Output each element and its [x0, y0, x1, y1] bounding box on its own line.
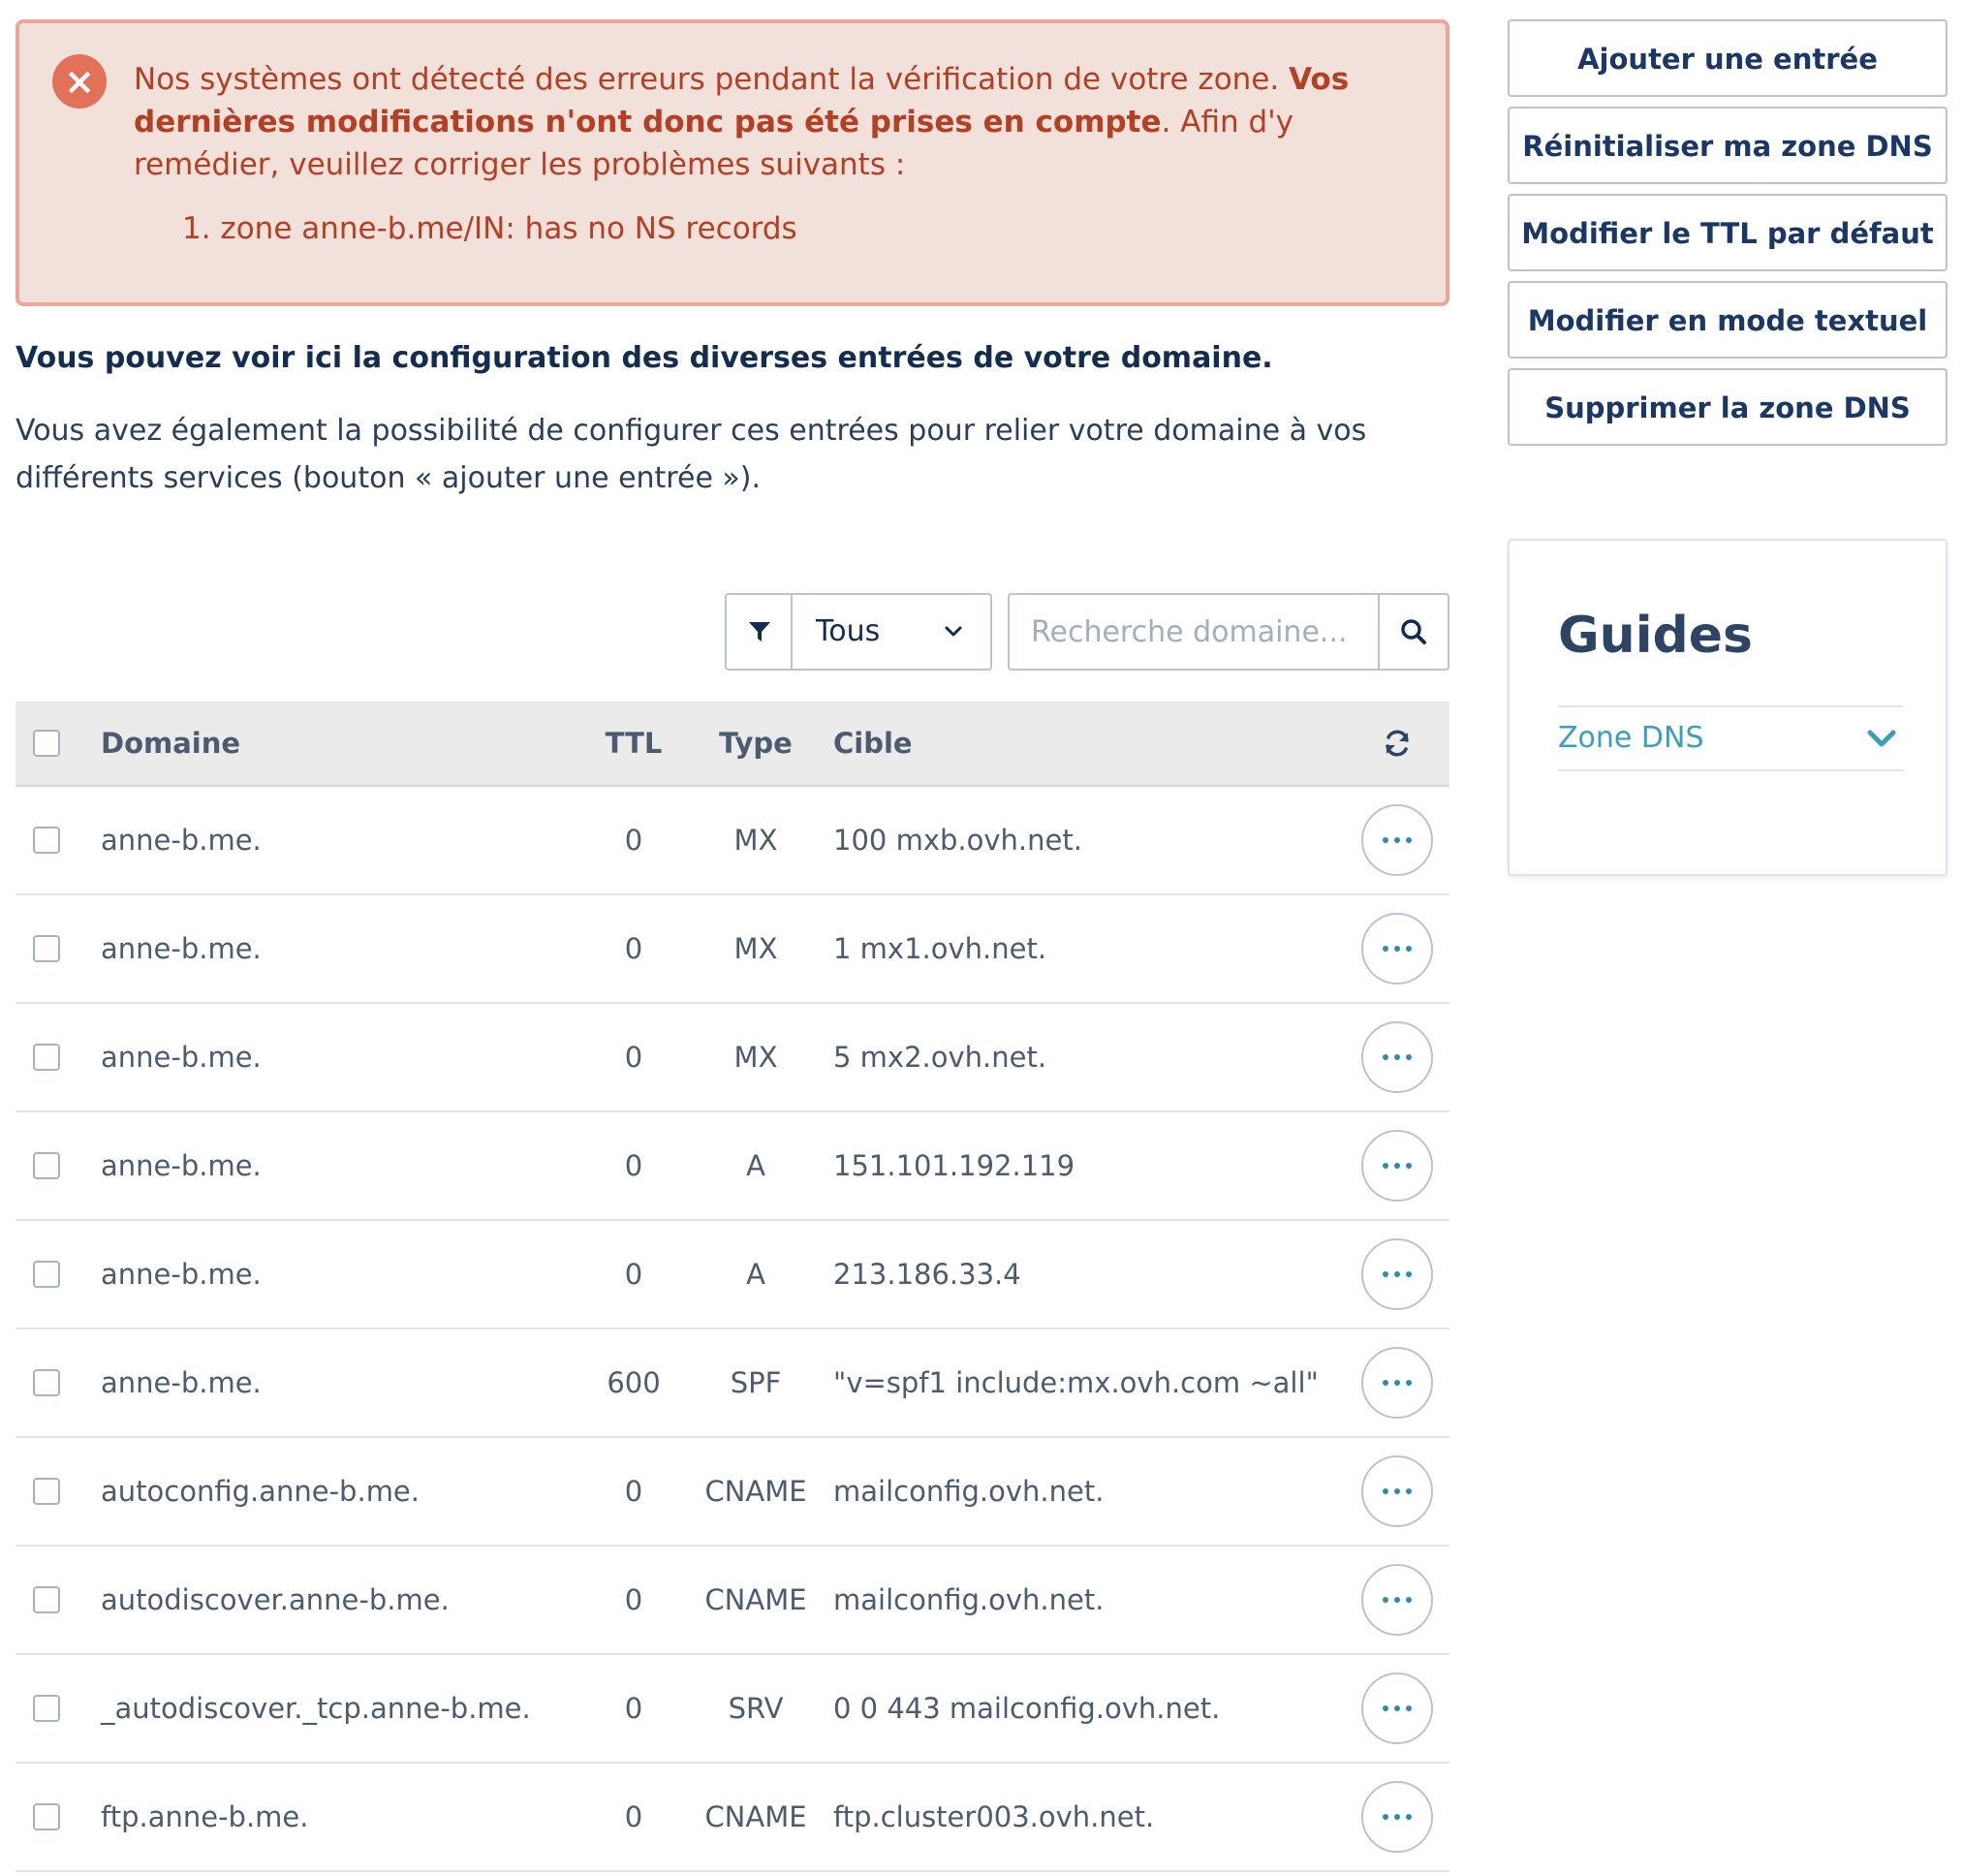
more-horizontal-icon — [1394, 1488, 1400, 1494]
table-row — [16, 895, 1449, 1004]
more-horizontal-icon — [1383, 946, 1388, 952]
table-row — [16, 1547, 1449, 1655]
alert-message — [134, 58, 1407, 186]
cell-ttl: 0 — [624, 1692, 643, 1725]
more-horizontal-icon — [1406, 1814, 1412, 1820]
more-horizontal-icon — [1394, 1271, 1400, 1277]
guides-card — [1508, 539, 1947, 876]
cell-target: 213.186.33.4 — [833, 1258, 1021, 1291]
cell-domain: anne-b.me. — [101, 1366, 262, 1399]
row-checkbox[interactable] — [33, 1261, 60, 1288]
cell-ttl: 0 — [624, 1800, 643, 1833]
more-horizontal-icon — [1406, 1488, 1412, 1494]
search-button[interactable] — [1378, 593, 1449, 671]
more-horizontal-icon — [1383, 1054, 1388, 1060]
cell-target: 100 mxb.ovh.net. — [833, 824, 1082, 857]
cell-target: mailconfig.ovh.net. — [833, 1475, 1105, 1508]
guides-item-zone-dns[interactable] — [1558, 707, 1903, 769]
row-checkbox-cell — [33, 1547, 64, 1653]
row-checkbox-cell — [33, 1004, 64, 1110]
row-actions-button[interactable] — [1361, 1021, 1433, 1093]
cell-type: CNAME — [704, 1475, 807, 1508]
intro-title: Vous pouvez voir ici la configuration des diverses entrées de votre domaine. — [16, 341, 1273, 375]
header-ttl[interactable]: TTL — [605, 727, 663, 760]
cell-domain: anne-b.me. — [101, 824, 262, 857]
refresh-icon — [1382, 728, 1413, 759]
alert-error-item: 1. zone anne-b.me/IN: has no NS records — [182, 211, 797, 246]
more-horizontal-icon — [1394, 1597, 1400, 1603]
row-actions-button[interactable] — [1361, 1564, 1433, 1636]
select-all-checkbox[interactable] — [33, 730, 60, 757]
more-horizontal-icon — [1406, 837, 1412, 843]
more-horizontal-icon — [1394, 1705, 1400, 1711]
row-actions-button[interactable] — [1361, 913, 1433, 985]
cell-type: CNAME — [704, 1800, 807, 1833]
table-header — [16, 702, 1449, 787]
cell-target: 151.101.192.119 — [833, 1149, 1075, 1182]
table-body — [16, 787, 1449, 1872]
row-actions-cell — [1358, 895, 1436, 1002]
row-actions-cell — [1358, 787, 1436, 893]
table-row — [16, 1655, 1449, 1764]
row-checkbox[interactable] — [33, 1695, 60, 1722]
more-horizontal-icon — [1383, 1163, 1388, 1169]
cell-domain: anne-b.me. — [101, 1041, 262, 1074]
more-horizontal-icon — [1383, 1705, 1388, 1711]
row-checkbox[interactable] — [33, 935, 60, 962]
row-actions-cell — [1358, 1438, 1436, 1545]
intro-text: Vous avez également la possibilité de configurer ces entrées pour relier votre domaine à vos différents services (bouton « ajouter une entrée »). — [16, 414, 1367, 495]
row-actions-button[interactable] — [1361, 1130, 1433, 1202]
more-horizontal-icon — [1394, 1054, 1400, 1060]
row-checkbox[interactable] — [33, 827, 60, 854]
filter-selected-value: Tous — [816, 614, 881, 648]
table-row — [16, 787, 1449, 895]
cell-type: MX — [733, 824, 778, 857]
cell-type: SRV — [728, 1692, 784, 1725]
table-row — [16, 1329, 1449, 1438]
row-checkbox-cell — [33, 1221, 64, 1328]
cell-domain: anne-b.me. — [101, 1149, 262, 1182]
guides-title: Guides — [1558, 607, 1753, 665]
chevron-down-icon — [1864, 707, 1899, 769]
row-actions-cell — [1358, 1329, 1436, 1436]
row-checkbox-cell — [33, 787, 64, 893]
reset-dns-zone-button[interactable]: Réinitialiser ma zone DNS — [1508, 107, 1947, 184]
cell-type: A — [746, 1149, 765, 1182]
row-actions-cell — [1358, 1764, 1436, 1870]
cell-type: MX — [733, 932, 778, 965]
table-row — [16, 1764, 1449, 1872]
row-checkbox[interactable] — [33, 1586, 60, 1613]
header-domain[interactable]: Domaine — [101, 727, 241, 760]
type-filter-select[interactable] — [791, 593, 992, 671]
more-horizontal-icon — [1406, 946, 1412, 952]
cell-ttl: 600 — [607, 1366, 661, 1399]
table-row — [16, 1112, 1449, 1221]
cell-domain: autodiscover.anne-b.me. — [101, 1583, 450, 1616]
filter-button[interactable] — [725, 593, 793, 671]
refresh-button[interactable] — [1358, 702, 1436, 785]
cell-ttl: 0 — [624, 824, 643, 857]
cell-type: CNAME — [704, 1583, 807, 1616]
row-checkbox[interactable] — [33, 1369, 60, 1396]
more-horizontal-icon — [1383, 1597, 1388, 1603]
cell-ttl: 0 — [624, 1149, 643, 1182]
cell-ttl: 0 — [624, 1258, 643, 1291]
row-actions-cell — [1358, 1004, 1436, 1110]
more-horizontal-icon — [1406, 1271, 1412, 1277]
error-x-circle-icon: × — [52, 54, 107, 109]
row-actions-button[interactable] — [1361, 1455, 1433, 1527]
text-mode-edit-button[interactable]: Modifier en mode textuel — [1508, 281, 1947, 359]
more-horizontal-icon — [1406, 1163, 1412, 1169]
cell-target: 0 0 443 mailconfig.ovh.net. — [833, 1692, 1221, 1725]
more-horizontal-icon — [1383, 1380, 1388, 1386]
row-checkbox-cell — [33, 1655, 64, 1762]
more-horizontal-icon — [1394, 946, 1400, 952]
search-icon — [1380, 595, 1448, 669]
delete-dns-zone-button[interactable]: Supprimer la zone DNS — [1508, 368, 1947, 446]
row-checkbox[interactable] — [33, 1803, 60, 1830]
cell-domain: anne-b.me. — [101, 932, 262, 965]
table-row — [16, 1004, 1449, 1112]
row-checkbox-cell — [33, 1329, 64, 1436]
row-actions-button[interactable] — [1361, 804, 1433, 876]
chevron-down-icon — [942, 595, 965, 669]
row-checkbox-cell — [33, 895, 64, 1002]
more-horizontal-icon — [1383, 1271, 1388, 1277]
row-checkbox-cell — [33, 1112, 64, 1219]
more-horizontal-icon — [1406, 1597, 1412, 1603]
cell-target: 1 mx1.ovh.net. — [833, 932, 1047, 965]
row-actions-cell — [1358, 1112, 1436, 1219]
more-horizontal-icon — [1394, 1380, 1400, 1386]
edit-default-ttl-button[interactable]: Modifier le TTL par défaut — [1508, 194, 1947, 271]
add-entry-button[interactable]: Ajouter une entrée — [1508, 19, 1947, 97]
guides-item-label: Zone DNS — [1558, 721, 1704, 755]
header-type[interactable]: Type — [719, 727, 793, 760]
alert-text-bold: Vos dernières modifications n'ont donc pas été prises en compte — [134, 62, 1350, 140]
more-horizontal-icon — [1383, 1488, 1388, 1494]
alert-text-part-2: . Afin d'y remédier, veuillez corriger les problèmes suivants : — [134, 105, 1294, 182]
cell-domain: _autodiscover._tcp.anne-b.me. — [101, 1692, 531, 1725]
actions-panel — [1508, 19, 1947, 455]
table-row — [16, 1221, 1449, 1329]
dns-records-table — [16, 702, 1449, 1872]
header-target[interactable]: Cible — [833, 727, 913, 760]
cell-domain: ftp.anne-b.me. — [101, 1800, 309, 1833]
row-actions-cell — [1358, 1655, 1436, 1762]
cell-type: SPF — [730, 1366, 782, 1399]
row-checkbox[interactable] — [33, 1044, 60, 1071]
cell-target: "v=spf1 include:mx.ovh.com ~all" — [833, 1366, 1319, 1399]
cell-type: A — [746, 1258, 765, 1291]
cell-target: ftp.cluster003.ovh.net. — [833, 1800, 1155, 1833]
row-actions-cell — [1358, 1547, 1436, 1653]
guides-divider — [1558, 769, 1903, 771]
row-checkbox-cell — [33, 1764, 64, 1870]
cell-target: 5 mx2.ovh.net. — [833, 1041, 1047, 1074]
row-checkbox[interactable] — [33, 1152, 60, 1179]
domain-search-input[interactable] — [1008, 593, 1380, 671]
alert-error-list — [134, 207, 1407, 250]
cell-domain: autoconfig.anne-b.me. — [101, 1475, 420, 1508]
cell-ttl: 0 — [624, 1583, 643, 1616]
row-checkbox-cell — [33, 1438, 64, 1545]
row-actions-button[interactable] — [1361, 1781, 1433, 1853]
cell-ttl: 0 — [624, 1475, 643, 1508]
table-row — [16, 1438, 1449, 1547]
more-horizontal-icon — [1394, 1163, 1400, 1169]
more-horizontal-icon — [1406, 1705, 1412, 1711]
cell-target: mailconfig.ovh.net. — [833, 1583, 1105, 1616]
row-actions-button[interactable] — [1361, 1673, 1433, 1744]
cell-type: MX — [733, 1041, 778, 1074]
filter-funnel-icon — [727, 595, 793, 669]
cell-ttl: 0 — [624, 1041, 643, 1074]
row-actions-button[interactable] — [1361, 1347, 1433, 1419]
header-checkbox-cell — [33, 702, 64, 785]
row-checkbox[interactable] — [33, 1478, 60, 1505]
more-horizontal-icon — [1383, 1814, 1388, 1820]
row-actions-cell — [1358, 1221, 1436, 1328]
more-horizontal-icon — [1406, 1054, 1412, 1060]
cell-domain: anne-b.me. — [101, 1258, 262, 1291]
cell-ttl: 0 — [624, 932, 643, 965]
more-horizontal-icon — [1394, 837, 1400, 843]
alert-text-part-1: Nos systèmes ont détecté des erreurs pendant la vérification de votre zone. — [134, 62, 1290, 97]
error-alert — [16, 19, 1449, 306]
row-actions-button[interactable] — [1361, 1238, 1433, 1310]
more-horizontal-icon — [1383, 837, 1388, 843]
more-horizontal-icon — [1394, 1814, 1400, 1820]
more-horizontal-icon — [1406, 1380, 1412, 1386]
